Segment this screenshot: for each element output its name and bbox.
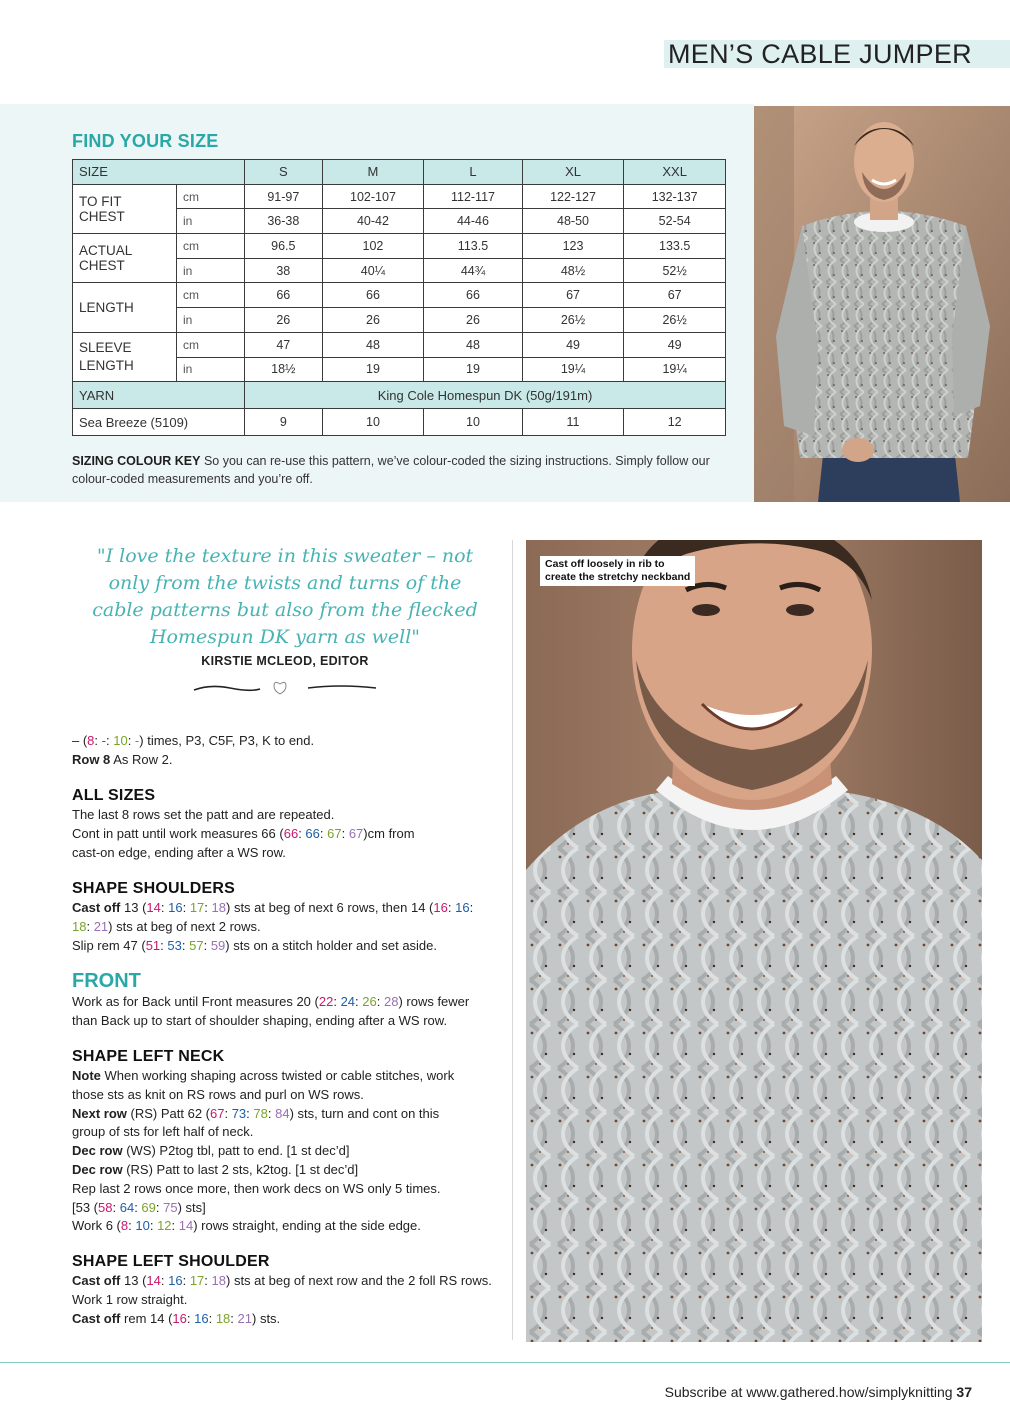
table-cell: 66 [424,283,522,308]
table-cell: 36-38 [245,209,323,234]
unit-in: in [177,357,245,382]
key-text: So you can re-use this pattern, we’ve colour-coded the sizing instructions. Simply follow our colour-coded measurements and you’re off. [72,454,710,486]
size-value: 26 [362,994,377,1009]
table-cell: 26 [322,308,424,333]
row-label: Cast off [72,900,121,915]
table-cell: 18½ [245,357,323,382]
section-heading: SHAPE LEFT SHOULDER [72,1253,270,1270]
row-label-sleeve-length [73,332,177,381]
text: (RS) Patt to last 2 sts, k2tog. [1 st dec’d] [126,1161,359,1177]
caption-line2: create the stretchy neckband [545,571,691,583]
table-cell: 96.5 [245,234,323,259]
size-value: 67 [327,825,342,841]
row-label: Cast off [72,1310,121,1326]
footer-divider [0,1362,1010,1363]
model-photo-closeup [526,540,982,1342]
text: When working shaping across twisted or cable stitches, work [104,1068,455,1083]
table-cell: 19 [322,357,424,382]
text: rem 14 ( [124,1310,173,1326]
size-value: 16 [433,900,448,915]
size-s: S [245,160,323,185]
size-value: 18 [211,1273,226,1288]
size-value: 75 [163,1199,178,1215]
all-sizes-section [72,786,512,862]
table-cell: 19 [424,357,522,382]
text-line: Work as for Back until Front measures 20 (22: 24: 26: 28) rows fewer [72,994,470,1009]
size-value: 28 [383,994,399,1009]
shape-left-shoulder-section [72,1252,512,1328]
text: Work 6 ( [72,1218,121,1234]
text: ) sts at beg of next row and the 2 foll RS rows. [226,1273,492,1288]
size-value: 14 [146,900,161,915]
text-line: cast-on edge, ending after a WS row. [72,844,286,860]
table-cell: 123 [522,234,624,259]
flourish-divider-icon [190,678,380,698]
text-line: The last 8 rows set the patt and are repeated. [72,807,335,822]
shade-label: Sea Breeze (5109) [73,409,245,436]
size-value: 57 [189,937,204,953]
table-cell: 47 [245,332,323,357]
unit-in: in [177,258,245,283]
text-line: 18: 21) sts at beg of next 2 rows. [72,918,261,934]
size-value: 22 [318,994,334,1009]
front-section [72,969,512,1031]
size-value: 8 [87,733,95,748]
sizing-colour-key [72,452,732,488]
size-value: 84 [275,1105,290,1121]
shape-left-neck-section [72,1047,512,1236]
size-xl: XL [522,160,624,185]
table-cell: 48-50 [522,209,624,234]
table-cell: 19¼ [522,357,624,382]
table-cell: 102-107 [322,184,424,209]
size-value: 64 [119,1199,135,1215]
size-value: 67 [348,825,364,841]
table-cell: 10 [322,409,424,436]
caption-line1: Cast off loosely in rib to [545,558,665,570]
size-value: 24 [340,994,356,1009]
section-header [664,40,1010,68]
table-cell: 91-97 [245,184,323,209]
table-cell: 40-42 [322,209,424,234]
size-value: 16 [194,1310,209,1326]
size-value: 16 [455,900,470,915]
text-line [72,1161,512,1180]
table-cell: 67 [522,283,624,308]
size-value: 78 [253,1105,268,1121]
text-line: Cast off 13 (14: 16: 17: 18) sts at beg of next row and the 2 foll RS rows. [72,1273,492,1288]
size-m: M [322,160,424,185]
footer [665,1384,972,1400]
table-cell: 40¼ [322,258,424,283]
row-label-to-fit-chest: TO FIT CHEST [73,184,177,233]
text: ) sts, turn and cont on this [289,1105,440,1121]
table-cell: 113.5 [424,234,522,259]
text: Slip rem 47 ( [72,937,146,953]
sleeve-label-line1: SLEEVE [79,340,132,355]
size-value: - [134,733,140,748]
table-cell: 122-127 [522,184,624,209]
text: Work as for Back until Front measures 20 ( [72,994,319,1009]
text: ) rows straight, ending at the side edge. [193,1218,421,1234]
table-cell: 44¾ [424,258,522,283]
text: – ( [72,733,88,748]
table-cell: 44-46 [424,209,522,234]
page-number: 37 [956,1384,972,1400]
quote-attribution: KIRSTIE MCLEOD, EDITOR [201,654,369,668]
text-line: – (8: -: 10: -) times, P3, C5F, P3, K to end. [72,733,315,748]
size-value: 67 [210,1105,225,1121]
photo-caption [540,556,695,586]
size-value: 10 [113,733,128,748]
unit-in: in [177,209,245,234]
table-cell: 48 [322,332,424,357]
text-line: those sts as knit on RS rows and purl on WS rows. [72,1086,364,1102]
text-line [72,751,512,770]
text-line [72,1142,512,1161]
section-heading: FRONT [72,970,141,992]
section-heading: ALL SIZES [72,787,156,804]
table-row [73,332,726,357]
text: ) sts at beg of next 6 rows, then 14 ( [226,900,434,915]
row-label: Note [72,1068,101,1083]
table-cell: 48 [424,332,522,357]
sleeve-label-line2: LENGTH [79,358,134,373]
size-xxl: XXL [624,160,726,185]
table-cell: 48½ [522,258,624,283]
size-value: 18 [215,1310,231,1326]
size-value: 18 [72,918,87,934]
footer-subscribe-link[interactable]: Subscribe at www.gathered.how/simplyknitting [664,1384,953,1400]
table-cell: 67 [624,283,726,308]
table-cell: 102 [322,234,424,259]
pattern-continuation [72,732,512,770]
table-row [73,409,726,436]
unit-in: in [177,308,245,333]
row-label-actual-chest: ACTUAL CHEST [73,234,177,283]
photo-divider [512,540,513,1340]
table-cell: 26 [245,308,323,333]
size-value: 53 [167,937,182,953]
text-line: Slip rem 47 (51: 53: 57: 59) sts on a stitch holder and set aside. [72,937,438,953]
text: ) sts] [177,1199,206,1215]
yarn-name: King Cole Homespun DK (50g/191m) [245,382,726,409]
text: (RS) Patt 62 ( [130,1105,210,1121]
table-cell: 12 [624,409,726,436]
table-cell: 132-137 [624,184,726,209]
table-cell: 52-54 [624,209,726,234]
size-value: 21 [237,1310,252,1326]
size-section-title: FIND YOUR SIZE [72,131,219,151]
unit-cm: cm [177,234,245,259]
text: 13 ( [124,900,147,915]
table-row [73,184,726,209]
table-cell: 38 [245,258,323,283]
yarn-label: YARN [73,382,245,409]
size-value: 16 [168,1273,183,1288]
key-title: SIZING COLOUR KEY [72,454,201,468]
size-value: 10 [135,1218,150,1234]
size-value: 66 [305,825,320,841]
table-cell: 9 [245,409,323,436]
table-cell: 19¼ [624,357,726,382]
table-row [73,382,726,409]
size-value: 14 [146,1273,161,1288]
size-l: L [424,160,522,185]
size-value: 8 [120,1218,129,1234]
table-row [73,283,726,308]
text: ) sts at beg of next 2 rows. [108,918,261,934]
text: )cm from [363,825,415,841]
table-cell: 133.5 [624,234,726,259]
size-value: 17 [189,900,205,915]
size-value: 21 [93,918,109,934]
table-cell: 49 [624,332,726,357]
unit-cm: cm [177,283,245,308]
table-row [73,234,726,259]
model-photo-full [754,106,1010,502]
row-label: Dec row [72,1143,123,1159]
text: (WS) P2tog tbl, patt to end. [1 st dec’d] [126,1143,350,1159]
shape-shoulders-section [72,879,512,955]
table-cell: 52½ [624,258,726,283]
size-value: 59 [210,937,226,953]
row-label: Dec row [72,1161,123,1177]
size-value: 69 [141,1199,156,1215]
table-cell: 10 [424,409,522,436]
text-line: Cast off 13 (14: 16: 17: 18) sts at beg of next 6 rows, then 14 (16: 16: [72,900,474,915]
row-label: Next row [72,1105,127,1121]
editor-quote: "I love the texture in this sweater – not only from the twists and turns of the cable patterns but also from the flecked Homespun DK yarn as well" [92,545,478,648]
text-line: Cast off rem 14 (16: 16: 18: 21) sts. [72,1310,281,1326]
size-value: 66 [283,825,299,841]
table-row [73,160,726,185]
text-line: Next row (RS) Patt 62 (67: 73: 78: 84) sts, turn and cont on this [72,1105,440,1121]
text: 13 ( [124,1273,147,1288]
row-label: Cast off [72,1273,121,1288]
table-cell: 66 [245,283,323,308]
text: ) sts on a stitch holder and set aside. [225,937,438,953]
table-cell: 11 [522,409,624,436]
text-line: Cont in patt until work measures 66 (66: 66: 67: 67)cm from [72,825,415,841]
row-label-length: LENGTH [73,283,177,332]
text: ) rows fewer [398,994,470,1009]
size-value: 51 [145,937,161,953]
size-value: 16 [168,900,183,915]
text-line: Work 1 row straight. [72,1291,188,1307]
text-line [72,1067,512,1086]
text: [53 ( [72,1199,99,1215]
row-label: Row 8 [72,751,111,767]
table-cell: 112-117 [424,184,522,209]
size-value: 73 [231,1105,247,1121]
table-cell: 66 [322,283,424,308]
text: As Row 2. [113,751,173,767]
text: ) sts. [252,1310,281,1326]
section-heading: SHAPE LEFT NECK [72,1048,225,1065]
size-value: 16 [172,1310,187,1326]
text: Cont in patt until work measures 66 ( [72,825,284,841]
table-cell: 26 [424,308,522,333]
unit-cm: cm [177,184,245,209]
size-value: 58 [98,1199,113,1215]
size-value: 18 [211,900,226,915]
text-line: group of sts for left half of neck. [72,1124,254,1140]
size-header-label: SIZE [73,160,245,185]
page-title: MEN’S CABLE JUMPER [668,39,972,69]
text-line: Rep last 2 rows once more, then work decs on WS only 5 times. [72,1180,441,1196]
text-line: Work 6 (8: 10: 12: 14) rows straight, ending at the side edge. [72,1218,421,1234]
section-heading: SHAPE SHOULDERS [72,880,236,897]
table-cell: 26½ [522,308,624,333]
table-cell: 49 [522,332,624,357]
size-table [72,159,726,436]
size-value: 17 [189,1273,205,1288]
unit-cm: cm [177,332,245,357]
text: ) times, P3, C5F, P3, K to end. [139,733,315,748]
size-value: - [101,733,106,748]
text-line: [53 (58: 64: 69: 75) sts] [72,1199,206,1215]
text-line: than Back up to start of shoulder shaping, ending after a WS row. [72,1012,448,1028]
size-value: 14 [178,1218,194,1234]
size-value: 12 [157,1218,172,1234]
table-cell: 26½ [624,308,726,333]
